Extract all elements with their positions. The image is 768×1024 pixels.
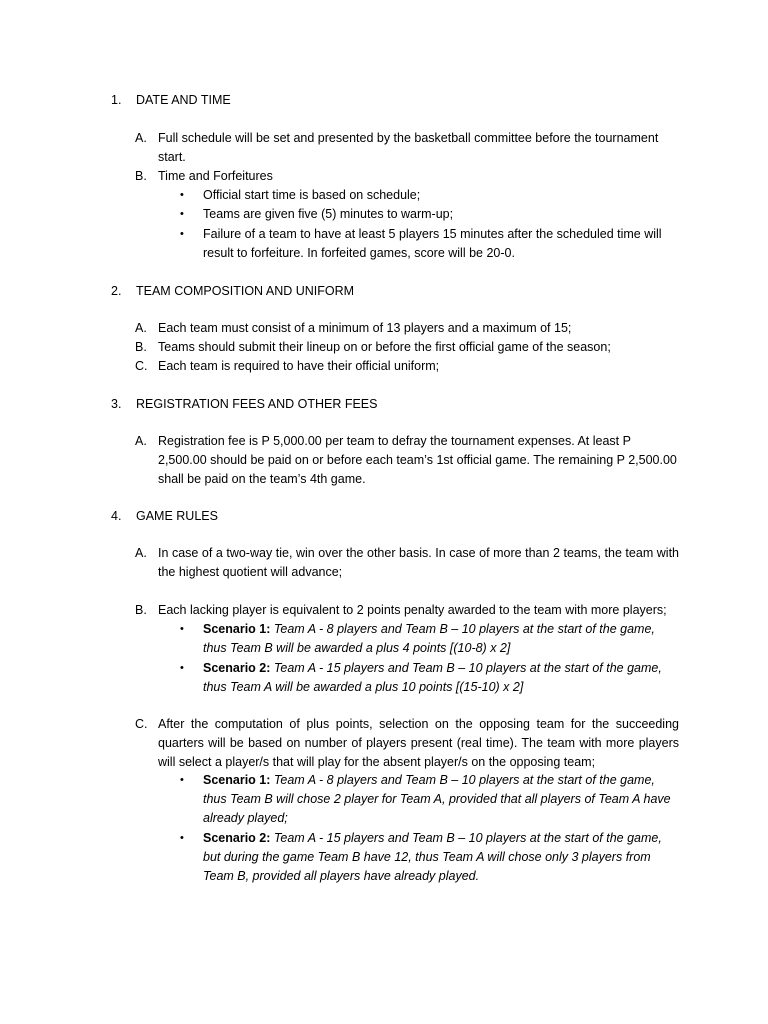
item-letter: B. bbox=[135, 340, 147, 354]
item-text: Each team must consist of a minimum of 13 players and a maximum of 15; bbox=[158, 321, 572, 335]
section-title: REGISTRATION FEES AND OTHER FEES bbox=[136, 397, 378, 411]
item-text: In case of a two-way tie, win over the other basis. In case of more than 2 teams, the team with the highest quotient will advance; bbox=[158, 546, 679, 579]
scenario-item bbox=[180, 659, 680, 697]
scenario-text bbox=[203, 620, 680, 658]
item-letter: A. bbox=[135, 434, 147, 448]
list-item bbox=[135, 357, 679, 376]
scenario-item bbox=[180, 620, 680, 658]
scenario-label: Scenario 1: bbox=[203, 773, 271, 787]
item-letter: A. bbox=[135, 546, 147, 560]
bullet-item bbox=[180, 205, 680, 224]
section-number: 1. bbox=[111, 93, 122, 107]
bullet-icon: • bbox=[180, 228, 184, 240]
list-item bbox=[135, 338, 679, 357]
item-letter: A. bbox=[135, 321, 147, 335]
item-letter: C. bbox=[135, 359, 148, 373]
section-title: TEAM COMPOSITION AND UNIFORM bbox=[136, 284, 355, 298]
section-number: 3. bbox=[111, 397, 122, 411]
list-item bbox=[135, 432, 679, 489]
item-letter: A. bbox=[135, 131, 147, 145]
scenario-body: Team A - 15 players and Team B – 10 players at the start of the game, but during the game Team B have 12, thus Team A will chose only 3 players from Team B, provided all players have already played. bbox=[203, 831, 662, 883]
bullet-icon: • bbox=[180, 662, 184, 674]
section-title: DATE AND TIME bbox=[136, 93, 231, 107]
item-text: Full schedule will be set and presented by the basketball committee before the tournament start. bbox=[158, 131, 659, 164]
item-text: Each lacking player is equivalent to 2 points penalty awarded to the team with more players; bbox=[158, 603, 667, 617]
item-text: Registration fee is P 5,000.00 per team to defray the tournament expenses. At least P 2,500.00 should be paid on or before each team’s 1st official game. The remaining P 2,500.00 shall be paid on the team’s 4th game. bbox=[158, 434, 677, 486]
item-text: After the computation of plus points, selection on the opposing team for the succeeding quarters will be based on number of players present (real time). The team with more players will select a player/s that will play for the absent player/s on the opposing team; bbox=[158, 717, 679, 769]
list-item bbox=[135, 601, 679, 620]
item-letter: C. bbox=[135, 717, 148, 731]
section-number: 4. bbox=[111, 509, 122, 523]
list-item bbox=[135, 544, 679, 582]
section-number: 2. bbox=[111, 284, 122, 298]
scenario-body: Team A - 8 players and Team B – 10 players at the start of the game, thus Team B will be awarded a plus 4 points [(10-8) x 2] bbox=[203, 622, 655, 655]
scenario-item bbox=[180, 771, 680, 828]
bullet-icon: • bbox=[180, 832, 184, 844]
list-item bbox=[135, 167, 679, 186]
list-item bbox=[135, 319, 679, 338]
scenario-item bbox=[180, 829, 680, 886]
bullet-item bbox=[180, 186, 680, 205]
item-text: Each team is required to have their official uniform; bbox=[158, 359, 440, 373]
scenario-label: Scenario 1: bbox=[203, 622, 271, 636]
scenario-text bbox=[203, 659, 680, 697]
bullet-icon: • bbox=[180, 774, 184, 786]
scenario-label: Scenario 2: bbox=[203, 661, 271, 675]
list-item bbox=[135, 715, 679, 772]
item-letter: B. bbox=[135, 603, 147, 617]
bullet-text: Failure of a team to have at least 5 players 15 minutes after the scheduled time will result to forfeiture. In forfeited games, score will be 20-0. bbox=[203, 227, 662, 260]
bullet-text: Teams are given five (5) minutes to warm-up; bbox=[203, 207, 454, 221]
bullet-icon: • bbox=[180, 189, 184, 201]
bullet-icon: • bbox=[180, 623, 184, 635]
scenario-label: Scenario 2: bbox=[203, 831, 271, 845]
bullet-text: Official start time is based on schedule; bbox=[203, 188, 421, 202]
bullet-item bbox=[180, 225, 680, 263]
scenario-body: Team A - 8 players and Team B – 10 players at the start of the game, thus Team B will chose 2 player for Team A, provided that all players of Team A have already played; bbox=[203, 773, 671, 825]
bullet-icon: • bbox=[180, 208, 184, 220]
scenario-body: Team A - 15 players and Team B – 10 players at the start of the game, thus Team A will be awarded a plus 10 points [(15-10) x 2] bbox=[203, 661, 662, 694]
scenario-text bbox=[203, 829, 680, 886]
scenario-text bbox=[203, 771, 680, 828]
section-title: GAME RULES bbox=[136, 509, 218, 523]
list-item bbox=[135, 129, 679, 167]
item-text: Time and Forfeitures bbox=[158, 169, 273, 183]
item-text: Teams should submit their lineup on or before the first official game of the season; bbox=[158, 340, 611, 354]
item-letter: B. bbox=[135, 169, 147, 183]
